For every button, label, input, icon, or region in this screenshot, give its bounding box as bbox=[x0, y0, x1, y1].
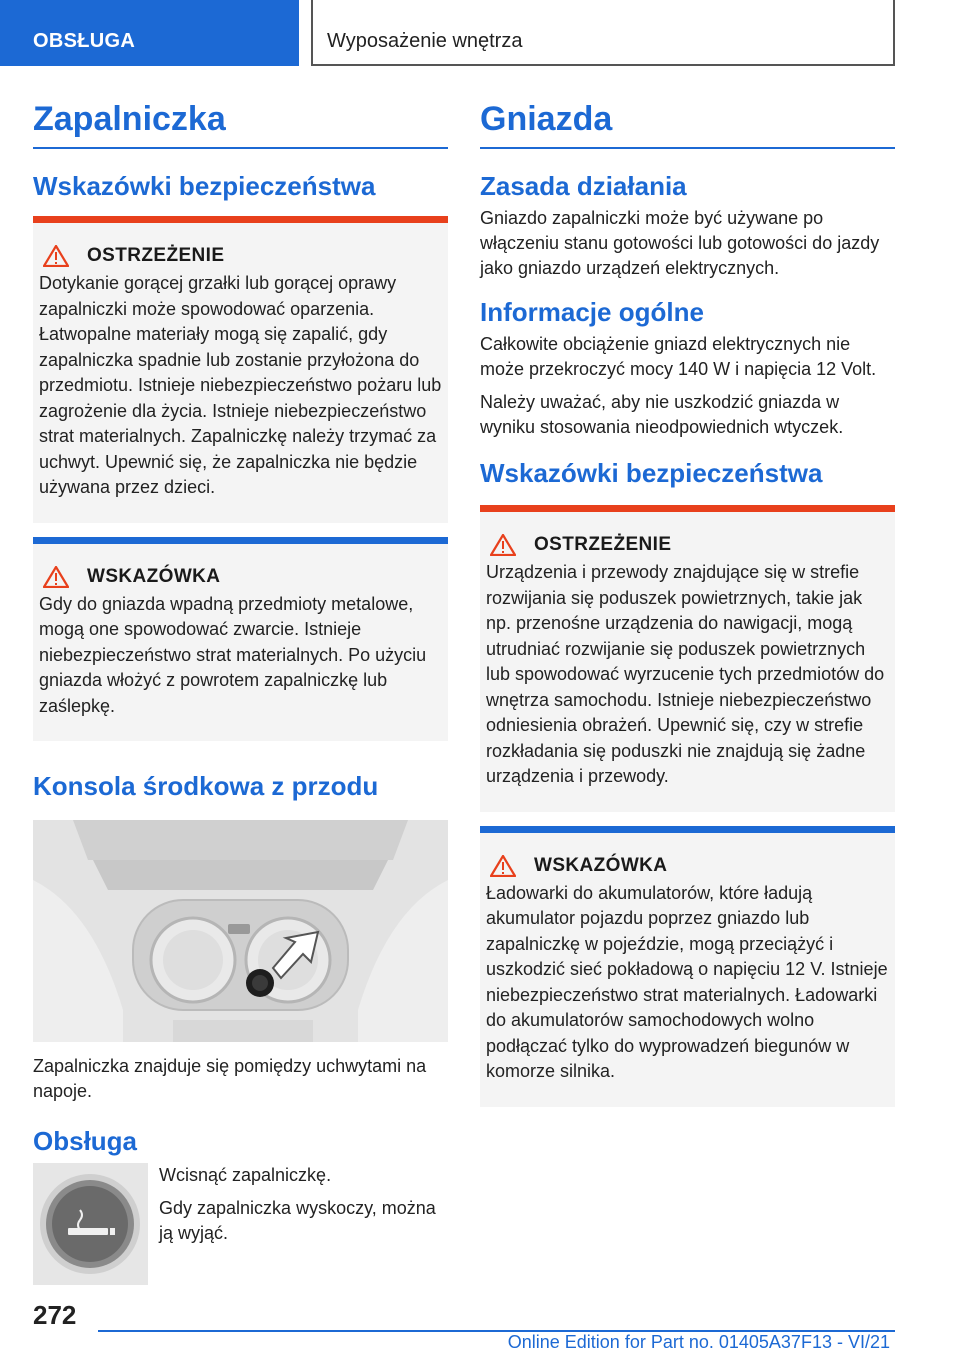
general-text-2: Należy uważać, aby nie uszkodzić gniazda w wyniku stosowania nieodpowiednich wtyczek. bbox=[480, 392, 844, 437]
center-console-photo bbox=[33, 820, 448, 1042]
page-header bbox=[0, 0, 960, 66]
general-heading: Informacje ogólne bbox=[480, 297, 704, 327]
edition-info: Online Edition for Part no. 01405A37F13 - VI/21 bbox=[507, 1332, 890, 1352]
operation-block bbox=[33, 1163, 448, 1285]
principle-text: Gniazdo zapalniczki może być używane po włączeniu stanu gotowości lub gotowości do jazdy jako gniazdo urządzeń elektrycznych. bbox=[480, 208, 880, 278]
note-text: Gdy do gniazda wpadną przedmioty metalowe, mogą one spowodować zwarcie. Istnieje niebezpieczeństwo strat materialnych. Po użyciu gniazda włożyć z powrotem zapalniczkę lub zaślepkę. bbox=[39, 593, 427, 716]
warning-triangle-icon bbox=[490, 534, 516, 556]
console-illustration bbox=[33, 820, 448, 1042]
console-heading: Konsola środkowa z przodu bbox=[33, 771, 379, 801]
section-title: Wyposażenie wnętrza bbox=[311, 0, 895, 66]
warning-box-airbag bbox=[480, 505, 895, 812]
page-number: 272 bbox=[33, 1300, 77, 1330]
sockets-title: Gniazda bbox=[480, 100, 895, 149]
lighter-button-image bbox=[33, 1163, 148, 1285]
operation-step-1: Wcisnąć zapalniczkę. bbox=[159, 1165, 332, 1185]
warning-label: OSTRZEŻENIE bbox=[534, 534, 672, 555]
lighter-safety-heading: Wskazówki bezpieczeństwa bbox=[33, 171, 376, 201]
lighter-title: Zapalniczka bbox=[33, 100, 448, 149]
console-caption: Zapalniczka znajduje się pomiędzy uchwytami na napoje. bbox=[33, 1056, 427, 1101]
right-column bbox=[480, 100, 895, 1121]
note-box-socket bbox=[33, 537, 448, 742]
cigarette-lighter-icon bbox=[38, 1172, 143, 1277]
warning-text: Urządzenia i przewody znajdujące się w strefie rozwijania się poduszek powietrznych, takie jak np. przenośne urządzenia do nawigacji, mogą utrudniać rozwijanie się poduszek powietrznych lub spowodować wyrzucenie tych przedmiotów do wnętrza samochodu. Istnieje niebezpieczeństwo odniesienia obrażeń. Upewnić się, czy w strefie rozkładania się poduszki nie znajdują się żadne urządzenia i przewody. bbox=[486, 562, 885, 786]
warning-box-lighter bbox=[33, 216, 448, 523]
warning-label: OSTRZEŻENIE bbox=[87, 245, 225, 266]
warning-triangle-icon bbox=[43, 245, 69, 267]
sockets-safety-heading: Wskazówki bezpieczeństwa bbox=[480, 458, 823, 488]
operation-heading: Obsługa bbox=[33, 1126, 138, 1156]
note-label: WSKAZÓWKA bbox=[87, 565, 221, 587]
note-label: WSKAZÓWKA bbox=[534, 854, 668, 876]
operation-step-2: Gdy zapalniczka wyskoczy, można ją wyjąć. bbox=[159, 1198, 436, 1243]
left-column bbox=[33, 100, 448, 1285]
principle-heading: Zasada działania bbox=[480, 171, 687, 201]
note-box-chargers bbox=[480, 826, 895, 1107]
warning-triangle-icon bbox=[490, 855, 516, 877]
general-text-1: Całkowite obciążenie gniazd elektrycznych nie może przekroczyć mocy 140 W i napięcia 12 Volt. bbox=[480, 334, 877, 379]
note-text: Ładowarki do akumulatorów, które ładują akumulator pojazdu poprzez gniazdo lub zapalniczkę w pojeździe, mogą przeciążyć i uszkodzić sieć pokładową o napięciu 12 V. Istnieje niebezpieczeństwo strat materialnych. Ładowarki do akumulatorów samochodowych wolno podłączać tylko do wyprowadzeń biegunów w komorze silnika. bbox=[486, 882, 888, 1081]
warning-triangle-icon bbox=[43, 566, 69, 588]
chapter-tab: OBSŁUGA bbox=[0, 0, 299, 66]
warning-text: Dotykanie gorącej grzałki lub gorącej oprawy zapalniczki może spowodować oparzenia. Łatwopalne materiały mogą się zapalić, gdy zapalniczka spadnie lub zostanie przyłożona do przedmiotu. Istnieje niebezpieczeństwo pożaru lub zagrożenie dla życia. Istnieje niebezpieczeństwo strat materialnych. Zapalniczkę należy trzymać za uchwyt. Upewnić się, że zapalniczka nie będzie używana przez dzieci. bbox=[39, 273, 442, 497]
